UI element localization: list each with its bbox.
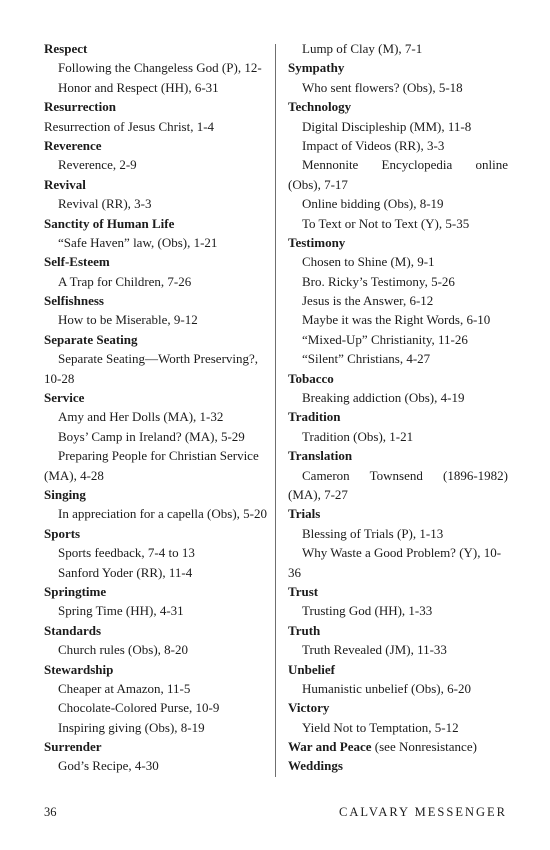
index-heading-label: Self-Esteem — [44, 254, 110, 270]
index-heading-label: Trust — [288, 583, 319, 599]
index-heading-label: Revival — [44, 176, 86, 192]
index-entry: Jesus is the Answer, 6-12 — [302, 293, 434, 309]
index-entry: “Mixed-Up” Christianity, 11-26 — [302, 331, 468, 347]
index-entry: Mennonite Encyclopedia online — [302, 157, 508, 173]
index-heading-label: Victory — [288, 700, 330, 716]
index-heading-label: Trials — [288, 506, 321, 522]
index-heading — [44, 330, 276, 349]
index-heading-label: War and Peace — [288, 739, 372, 755]
index-heading — [44, 175, 276, 194]
index-heading-label: Unbelief — [288, 661, 335, 677]
index-heading-label: Standards — [44, 622, 102, 638]
index-entry: Who sent flowers? (Obs), 5-18 — [302, 79, 463, 95]
index-entry: Online bidding (Obs), 8-19 — [302, 196, 444, 212]
index-entry-continuation: 36 — [288, 564, 301, 580]
index-entry: A Trap for Children, 7-26 — [58, 273, 192, 289]
index-heading — [288, 58, 508, 77]
index-entry: How to be Miserable, 9-12 — [58, 312, 198, 328]
index-entry-continuation: (Obs), 7-17 — [288, 176, 348, 192]
index-entry: Sports feedback, 7-4 to 13 — [58, 545, 195, 561]
index-heading-label: Technology — [288, 99, 352, 115]
index-heading-label: Sanctity of Human Life — [44, 215, 175, 231]
index-heading-label: Surrender — [44, 739, 102, 755]
index-heading-label: Reverence — [44, 137, 102, 153]
index-heading-label: Selfishness — [44, 293, 104, 309]
index-heading-label: Respect — [44, 41, 88, 56]
index-entry: Chosen to Shine (M), 9-1 — [302, 254, 435, 270]
index-entry: Preparing People for Christian Service — [58, 448, 259, 464]
index-heading — [288, 446, 508, 465]
index-entry: Why Waste a Good Problem? (Y), 10- — [302, 545, 502, 561]
index-heading — [288, 660, 508, 679]
index-entry: Blessing of Trials (P), 1-13 — [302, 525, 444, 541]
index-entry: Trusting God (HH), 1-33 — [302, 603, 433, 619]
index-entry: Revival (RR), 3-3 — [58, 196, 152, 212]
index-heading — [288, 233, 508, 252]
index-entry-continuation: Resurrection of Jesus Christ, 1-4 — [44, 118, 215, 134]
index-heading-label: Separate Seating — [44, 331, 138, 347]
index-entry: Impact of Videos (RR), 3-3 — [302, 137, 445, 153]
index-heading — [44, 136, 276, 155]
index-heading-label: Resurrection — [44, 99, 116, 115]
index-entry-continuation: 10-28 — [44, 370, 75, 386]
index-entry: Yield Not to Temptation, 5-12 — [302, 719, 459, 735]
index-heading — [288, 698, 508, 717]
index-column-left — [44, 39, 276, 776]
index-heading-label: Sports — [44, 525, 81, 541]
index-column-right — [288, 39, 508, 776]
index-entry: Truth Revealed (JM), 11-33 — [302, 642, 447, 658]
index-heading — [44, 97, 276, 116]
index-heading — [288, 407, 508, 426]
index-entry: In appreciation for a capella (Obs), 5-20 — [58, 506, 267, 522]
index-heading-label: Weddings — [288, 758, 343, 774]
index-entry: Cameron Townsend (1896-1982) — [302, 467, 508, 483]
index-heading — [288, 97, 508, 116]
index-heading-label: Translation — [288, 448, 353, 464]
index-heading-label: Singing — [44, 486, 86, 502]
index-heading — [288, 737, 508, 756]
index-heading — [44, 621, 276, 640]
index-entry: Cheaper at Amazon, 11-5 — [58, 680, 191, 696]
index-entry: Tradition (Obs), 1-21 — [302, 428, 414, 444]
index-entry: Church rules (Obs), 8-20 — [58, 642, 188, 658]
index-entry: God’s Recipe, 4-30 — [58, 758, 159, 774]
column-divider — [275, 44, 276, 777]
index-entry: Inspiring giving (Obs), 8-19 — [58, 719, 205, 735]
index-entry: “Silent” Christians, 4-27 — [302, 351, 431, 367]
index-entry: Honor and Respect (HH), 6-31 — [58, 79, 219, 95]
index-entry: Spring Time (HH), 4-31 — [58, 603, 184, 619]
index-entry: Sanford Yoder (RR), 11-4 — [58, 564, 193, 580]
index-heading — [44, 214, 276, 233]
index-heading-label: Truth — [288, 622, 321, 638]
index-entry: Chocolate-Colored Purse, 10-9 — [58, 700, 220, 716]
publication-title: CALVARY MESSENGER — [339, 805, 507, 819]
index-heading-label: Service — [44, 390, 85, 406]
index-entry: Separate Seating—Worth Preserving?, — [58, 351, 259, 367]
index-entry: Following the Changeless God (P), 12- — [58, 60, 262, 76]
index-heading — [44, 582, 276, 601]
index-entry: Boys’ Camp in Ireland? (MA), 5-29 — [58, 428, 245, 444]
index-heading-label: Sympathy — [288, 60, 345, 76]
index-heading — [288, 369, 508, 388]
index-heading — [44, 485, 276, 504]
index-heading — [44, 524, 276, 543]
index-heading — [288, 621, 508, 640]
index-entry: To Text or Not to Text (Y), 5-35 — [302, 215, 470, 231]
index-heading — [44, 252, 276, 271]
index-entry-continuation: (MA), 7-27 — [288, 486, 348, 502]
index-entry: Bro. Ricky’s Testimony, 5-26 — [302, 273, 455, 289]
index-entry: Reverence, 2-9 — [58, 157, 137, 173]
index-entry: Breaking addiction (Obs), 4-19 — [302, 390, 465, 406]
index-entry: Amy and Her Dolls (MA), 1-32 — [58, 409, 224, 425]
index-entry: Humanistic unbelief (Obs), 6-20 — [302, 680, 471, 696]
index-entry: Digital Discipleship (MM), 11-8 — [302, 118, 472, 134]
index-heading-label: Tobacco — [288, 370, 334, 386]
index-entry: “Safe Haven” law, (Obs), 1-21 — [58, 234, 218, 250]
index-heading-label: Springtime — [44, 583, 107, 599]
index-heading — [288, 582, 508, 601]
index-heading-label: Stewardship — [44, 661, 114, 677]
index-entry: Lump of Clay (M), 7-1 — [302, 41, 423, 56]
index-heading — [44, 660, 276, 679]
index-heading — [44, 39, 276, 58]
index-heading — [288, 504, 508, 523]
index-heading — [44, 737, 276, 756]
index-heading — [44, 291, 276, 310]
index-heading-label: Tradition — [288, 409, 341, 425]
index-entry-continuation: (MA), 4-28 — [44, 467, 104, 483]
index-heading-label: Testimony — [288, 234, 346, 250]
index-heading — [44, 388, 276, 407]
index-heading — [288, 756, 508, 775]
index-heading-note: (see Nonresistance) — [371, 739, 477, 755]
page-number: 36 — [44, 805, 57, 819]
index-entry: Maybe it was the Right Words, 6-10 — [302, 312, 491, 328]
